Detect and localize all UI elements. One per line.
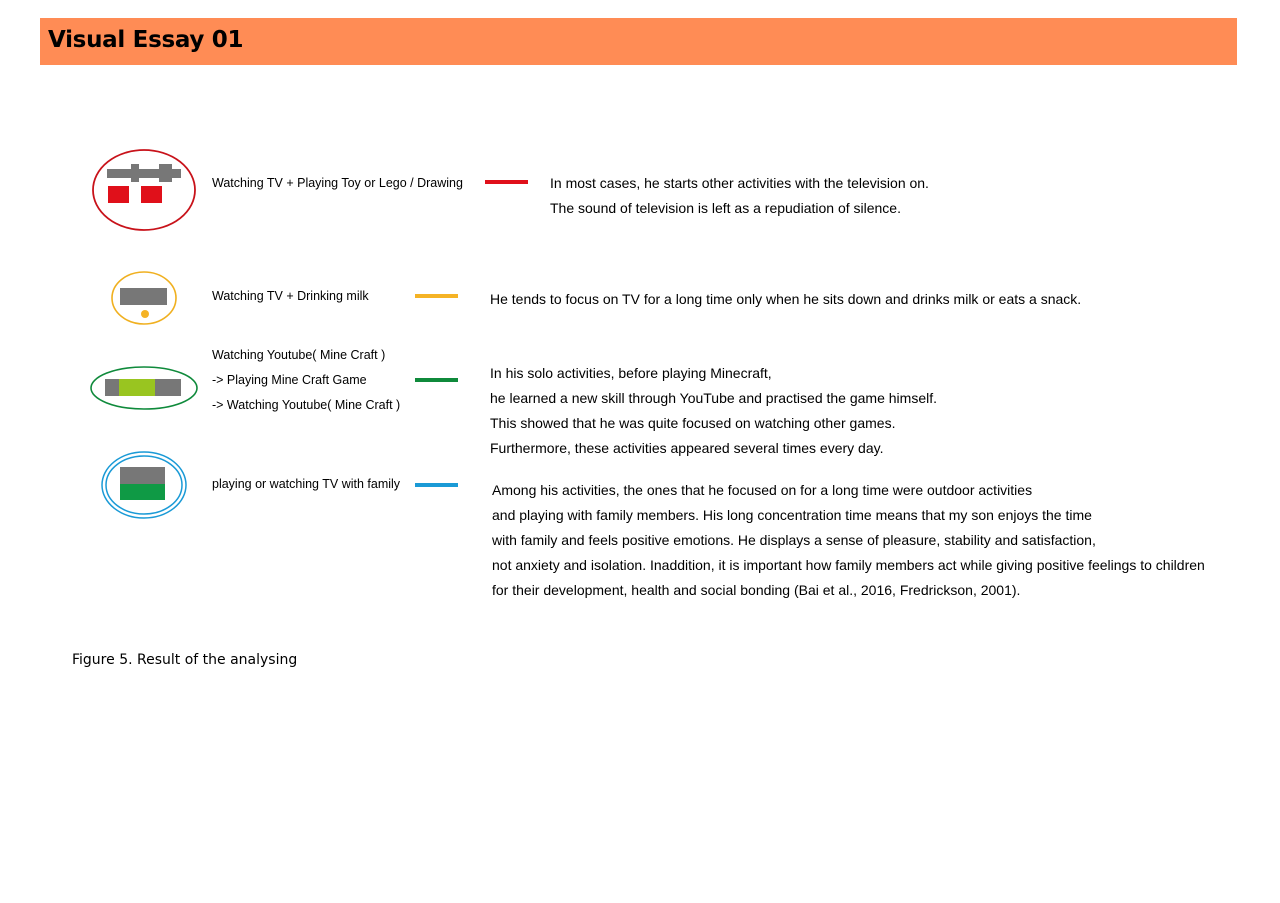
row-1-label: Watching TV + Playing Toy or Lego / Drawing [212,176,463,190]
page-title: Visual Essay 01 [48,27,244,53]
tv-toy-lego-drawing-icon [91,148,197,232]
row-3-description: In his solo activities, before playing Minecraft, he learned a new skill through YouTube and practised the game himself. This showed that he was quite focused on watching other games. Furthermore, these activities appeared several times every day. [490,365,937,456]
row-1-color-dash [485,180,528,184]
row-3-label: Watching Youtube( Mine Craft ) -> Playing Mine Craft Game -> Watching Youtube( Mine Craft ) [212,348,401,412]
family-tv-icon [100,450,188,521]
row-2-color-dash [415,294,458,298]
row-2-label: Watching TV + Drinking milk [212,289,369,303]
tv-drinking-milk-icon [110,270,178,327]
youtube-minecraft-icon [89,364,199,412]
row-4-description: Among his activities, the ones that he focused on for a long time were outdoor activities and playing with family members. His long concentration time means that my son enjoys the time with family and feels positive emotions. He displays a sense of pleasure, stability and satisfaction, not anxiety and isolation. Inaddition, it is important how family members act while giving positive feelings to children for their development, health and social bonding (Bai et al., 2016, Fredrickson, 2001). [492,482,1205,598]
row-1-description: In most cases, he starts other activities with the television on. The sound of television is left as a repudiation of silence. [550,175,929,216]
figure-caption: Figure 5. Result of the analysing [72,652,298,668]
row-3-color-dash [415,378,458,382]
header-bar [40,18,1237,65]
row-4-label: playing or watching TV with family [212,477,401,491]
row-2-description: He tends to focus on TV for a long time only when he sits down and drinks milk or eats a snack. [490,291,1082,307]
row-4-color-dash [415,483,458,487]
